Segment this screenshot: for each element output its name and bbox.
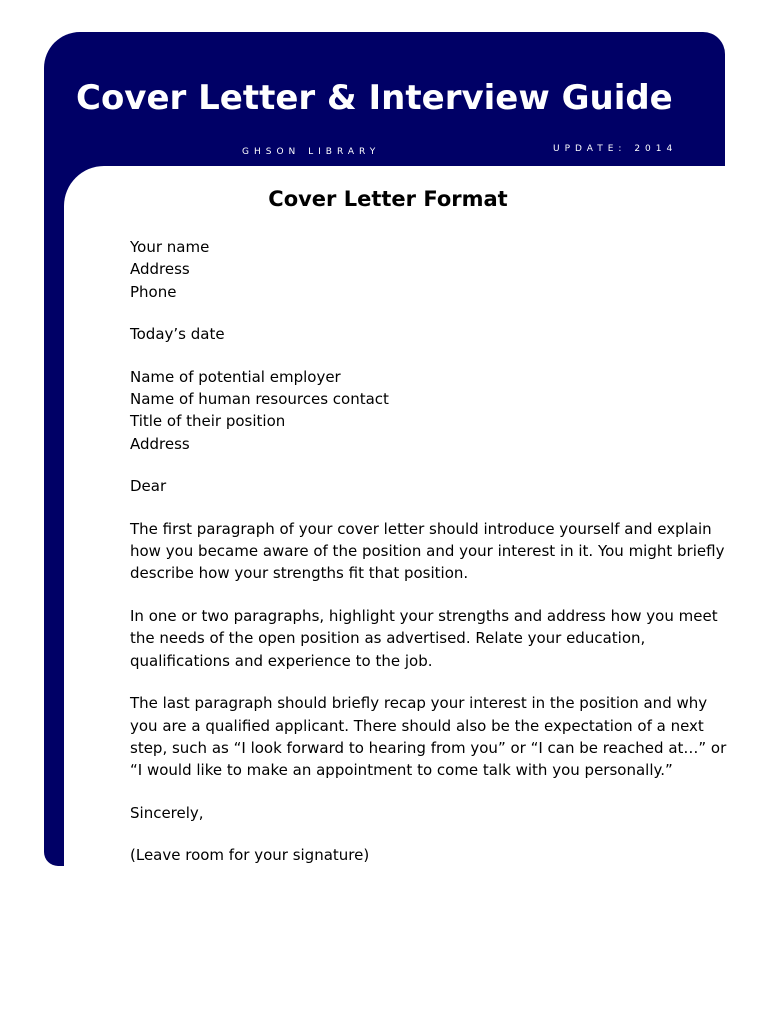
sender-address: Address	[130, 260, 190, 279]
recipient-title: Title of their position	[130, 412, 286, 431]
salutation: Dear	[130, 477, 167, 496]
sender-name: Your name	[130, 238, 210, 256]
page-title: Cover Letter & Interview Guide	[76, 78, 673, 118]
paragraph-strengths: In one or two paragraphs, highlight your strengths and address how you meet the needs of the open position as advertised. Relate your education, qualifications and experience to the job.	[130, 606, 718, 670]
recipient-block	[130, 366, 730, 456]
update-label: UPDATE: 2014	[553, 144, 678, 154]
sender-phone: Phone	[130, 282, 177, 301]
library-label: GHSON LIBRARY	[242, 147, 381, 157]
section-title: Cover Letter Format	[268, 187, 508, 211]
signature-note: (Leave room for your signature)	[130, 846, 370, 865]
sender-block	[130, 236, 730, 303]
date-line: Today’s date	[130, 325, 225, 344]
paragraph-closing: The last paragraph should briefly recap your interest in the position and why you are a qualified applicant. There should also be the expectation of a next step, such as “I look forward to hearing from you” or “I can be reached at…” or “I would like to make an appointment to come talk with you personally.”	[130, 694, 727, 780]
closing: Sincerely,	[130, 803, 204, 822]
recipient-contact: Name of human resources contact	[130, 390, 389, 409]
letter-body	[130, 236, 730, 887]
recipient-employer: Name of potential employer	[130, 367, 341, 386]
recipient-address: Address	[130, 434, 190, 453]
paragraph-intro: The first paragraph of your cover letter should introduce yourself and explain how you became aware of the position and your interest in it. You might briefly describe how your strengths fit that position.	[130, 519, 725, 583]
